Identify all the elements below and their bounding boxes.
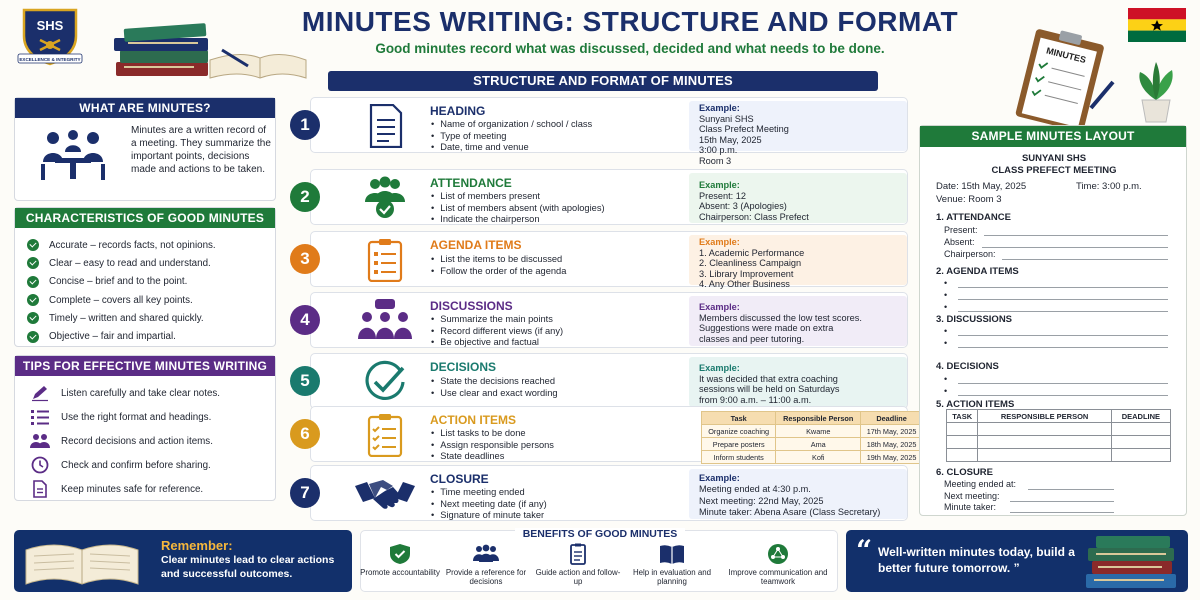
table-cell: 17th May, 2025 (861, 425, 923, 438)
step-action-items (290, 406, 917, 462)
example-label: Example: (699, 237, 740, 247)
ghana-flag-icon (1128, 8, 1186, 42)
logo-motto: EXCELLENCE & INTEGRITY (19, 57, 81, 62)
table-cell: 18th May, 2025 (861, 438, 923, 451)
group-check-icon (353, 176, 417, 220)
plant-icon (1130, 60, 1182, 125)
example-line: 1. Academic Performance (699, 247, 805, 258)
page-title: MINUTES WRITING: STRUCTURE AND FORMAT (301, 6, 959, 37)
table-cell: Inform students (702, 451, 776, 464)
step-title: ACTION ITEMS (430, 413, 516, 427)
benefit-item (441, 543, 531, 587)
step-bullets (441, 487, 701, 522)
clipboard-check-icon (353, 413, 417, 457)
characteristic-text: Clear – easy to read and understand. (49, 257, 211, 269)
step-example (689, 235, 907, 290)
table-cell: Ama (776, 438, 861, 451)
benefit-item (627, 543, 717, 587)
bullet: • State deadlines (441, 451, 701, 463)
people-icon (29, 432, 51, 450)
remember-box (14, 530, 352, 592)
tip-item (29, 477, 274, 501)
sample-agenda-heading: 2. AGENDA ITEMS (936, 266, 1019, 277)
benefit-item (533, 543, 623, 587)
check-icon (27, 312, 39, 324)
check-icon (27, 276, 39, 288)
sample-bullet: • (944, 386, 948, 396)
step-card (310, 292, 908, 348)
bullet: • Be objective and factual (441, 337, 701, 349)
benefits-title: BENEFITS OF GOOD MINUTES (515, 528, 686, 540)
benefit-text: Improve communication and teamwork (728, 568, 828, 587)
tip-text: Use the right format and headings. (61, 411, 212, 423)
characteristic-item (27, 309, 272, 327)
bullet: • Summarize the main points (441, 314, 701, 326)
tip-text: Check and confirm before sharing. (61, 459, 211, 471)
table-row (702, 438, 923, 451)
characteristics-box (14, 207, 276, 347)
bullet: • Type of meeting (441, 131, 701, 143)
example-line: Minute taker: Abena Asare (Class Secretary) (699, 507, 881, 518)
meeting-people-icon (37, 128, 109, 183)
quote-close-mark: ” (1013, 561, 1020, 575)
characteristic-text: Accurate – records facts, not opinions. (49, 239, 216, 251)
step-number: 2 (290, 182, 320, 212)
list-icon (29, 408, 51, 426)
remember-text: Clear minutes lead to clear actions and successful outcomes. (161, 554, 335, 580)
step-title: DISCUSSIONS (430, 299, 513, 313)
table-row (947, 423, 1171, 436)
tip-text: Listen carefully and take clear notes. (61, 387, 221, 399)
sample-next: Next meeting: (944, 491, 1000, 501)
tips-title: TIPS FOR EFFECTIVE MINUTES WRITING (15, 356, 275, 376)
step-card (310, 169, 908, 225)
sample-taker: Minute taker: (944, 502, 997, 512)
step-example (689, 173, 907, 223)
step-bullets (441, 119, 701, 154)
tip-text: Record decisions and action items. (61, 435, 213, 447)
characteristic-text: Timely – written and shared quickly. (49, 312, 204, 324)
bullet: • List of members absent (with apologies) (441, 203, 701, 215)
check-icon (27, 239, 39, 251)
example-label: Example: (699, 363, 740, 373)
step-example (689, 469, 907, 519)
sample-action-table (946, 409, 1171, 462)
step-decisions (290, 353, 908, 409)
sample-time: Time: 3:00 p.m. (1076, 181, 1142, 192)
table-row (702, 425, 923, 438)
example-line: 4. Any Other Business (699, 279, 790, 290)
tip-item (29, 429, 274, 453)
tip-item (29, 381, 274, 405)
step-example (689, 101, 907, 166)
example-line: Next meeting: 22nd May, 2025 (699, 495, 824, 506)
bullet: • Time meeting ended (441, 487, 701, 499)
people-icon (473, 543, 499, 565)
sample-date: Date: 15th May, 2025 (936, 181, 1027, 192)
table-header: Deadline (861, 412, 923, 425)
bullet: • List tasks to be done (441, 428, 701, 440)
sample-actions-heading: 5. ACTION ITEMS (936, 399, 1015, 410)
example-line: Room 3 (699, 155, 732, 166)
sample-decisions-heading: 4. DECISIONS (936, 361, 999, 372)
check-icon (27, 331, 39, 343)
table-cell: Kwame (776, 425, 861, 438)
table-cell: Organize coaching (702, 425, 776, 438)
example-label: Example: (699, 473, 740, 483)
table-row (702, 451, 923, 464)
step-bullets (441, 191, 701, 226)
benefit-text: Provide a reference for decisions (445, 568, 527, 587)
tips-box (14, 355, 276, 501)
step-title: CLOSURE (430, 472, 489, 486)
benefit-text: Help in evaluation and planning (632, 568, 712, 587)
tip-item (29, 453, 274, 477)
step-number: 6 (290, 419, 320, 449)
table-header: DEADLINE (1111, 410, 1170, 423)
check-icon (27, 257, 39, 269)
step-bullets (441, 254, 701, 277)
clipboard-label: MINUTES (1045, 45, 1087, 66)
step-example (689, 357, 907, 407)
benefit-item (723, 543, 833, 587)
example-line: Sunyani SHS (699, 113, 754, 124)
step-card (310, 465, 908, 521)
step-bullets (441, 376, 701, 399)
check-circle-icon (353, 360, 417, 404)
benefit-item (355, 543, 445, 577)
sample-attendance-heading: 1. ATTENDANCE (936, 212, 1011, 223)
step-bullets (441, 314, 701, 349)
table-header: Responsible Person (776, 412, 861, 425)
step-title: DECISIONS (430, 360, 497, 374)
sample-venue: Venue: Room 3 (936, 194, 1002, 205)
sample-discussions-heading: 3. DISCUSSIONS (936, 314, 1013, 325)
example-line: 3:00 p.m. (699, 145, 738, 156)
table-row (947, 449, 1171, 462)
book-icon (659, 543, 685, 565)
what-title: WHAT ARE MINUTES? (15, 98, 275, 118)
step-agenda (290, 231, 908, 290)
step-card (310, 406, 917, 462)
sample-school: SUNYANI SHS (1021, 153, 1087, 164)
bullet: • Name of organization / school / class (441, 119, 701, 131)
quote-mark-icon: “ (856, 534, 873, 567)
bullet: • Next meeting date (if any) (441, 499, 701, 511)
example-label: Example: (699, 180, 740, 190)
example-line: Absent: 3 (Apologies) (699, 201, 787, 212)
example-line: Members discussed the low test scores. (699, 312, 862, 323)
remember-title: Remember: (161, 538, 233, 553)
table-header: TASK (947, 410, 978, 423)
benefit-text: Guide action and follow-up (535, 568, 621, 587)
characteristic-text: Objective – fair and impartial. (49, 331, 176, 343)
quote-text (878, 544, 1078, 576)
example-line: 2. Cleanliness Campaign (699, 258, 802, 269)
step-title: HEADING (430, 104, 486, 118)
clipboard-icon (565, 543, 591, 565)
bullet: • Indicate the chairperson (441, 214, 701, 226)
sample-title: SAMPLE MINUTES LAYOUT (920, 126, 1186, 147)
step-heading (290, 97, 908, 166)
books-icon (1080, 534, 1182, 590)
example-line: Present: 12 (699, 190, 746, 201)
characteristic-item (27, 236, 272, 254)
benefits-box (360, 530, 838, 592)
bullet: • Assign responsible persons (441, 440, 701, 452)
step-attendance (290, 169, 908, 225)
clock-icon (29, 456, 51, 474)
table-header: Task (702, 412, 776, 425)
school-logo-icon (16, 6, 84, 66)
benefit-text: Promote accountability (360, 568, 440, 577)
sample-chair: Chairperson: (944, 249, 996, 259)
logo-text: SHS (36, 18, 64, 33)
bullet: • List of members present (441, 191, 701, 203)
step-number: 4 (290, 305, 320, 335)
quote-body: Well-written minutes today, build a better future tomorrow. (878, 545, 1075, 575)
table-cell: 19th May, 2025 (861, 451, 923, 464)
step-example (689, 296, 907, 346)
example-line: Suggestions were made on extra (699, 323, 834, 334)
bullet: • Signature of minute taker (441, 510, 701, 522)
characteristic-item (27, 291, 272, 309)
example-label: Example: (699, 302, 740, 312)
table-cell: Prepare posters (702, 438, 776, 451)
sample-closure-heading: 6. CLOSURE (936, 467, 994, 478)
pen-icon (29, 384, 51, 402)
handshake-icon (353, 472, 417, 516)
table-row (947, 436, 1171, 449)
example-line: It was decided that extra coaching (699, 373, 838, 384)
sample-bullet: • (944, 290, 948, 300)
discussion-icon (353, 299, 417, 343)
structure-banner: STRUCTURE AND FORMAT OF MINUTES (328, 71, 878, 91)
example-label: Example: (699, 103, 740, 113)
sample-minutes-layout (919, 125, 1187, 516)
characteristic-item (27, 273, 272, 291)
sample-bullet: • (944, 278, 948, 288)
example-line: sessions will be held on Saturdays (699, 384, 840, 395)
bullet: • Record different views (if any) (441, 326, 701, 338)
table-cell: Kofi (776, 451, 861, 464)
example-line: Chairperson: Class Prefect (699, 211, 809, 222)
bullet: • Follow the order of the agenda (441, 266, 701, 278)
sample-bullet: • (944, 302, 948, 312)
sample-bullet: • (944, 374, 948, 384)
tip-text: Keep minutes safe for reference. (61, 483, 204, 495)
bullet: • List the items to be discussed (441, 254, 701, 266)
step-title: ATTENDANCE (430, 176, 512, 190)
step-number: 7 (290, 478, 320, 508)
tip-item (29, 405, 274, 429)
characteristic-item (27, 327, 272, 345)
example-line: classes and peer tutoring. (699, 333, 805, 344)
example-line: 3. Library Improvement (699, 268, 794, 279)
step-number: 3 (290, 244, 320, 274)
sample-present: Present: (944, 225, 978, 235)
example-line: Meeting ended at 4:30 p.m. (699, 484, 811, 495)
clipboard-icon (1005, 28, 1120, 133)
sample-ended: Meeting ended at: (944, 479, 1017, 489)
sample-meeting: CLASS PREFECT MEETING (991, 165, 1117, 176)
step-card (310, 97, 908, 166)
step-bullets (441, 428, 701, 463)
sample-bullet: • (944, 326, 948, 336)
what-are-minutes-box (14, 97, 276, 201)
page-subtitle: Good minutes record what was discussed, decided and what needs to be done. (375, 41, 885, 56)
example-line: 15th May, 2025 (699, 134, 762, 145)
open-book-icon (22, 536, 142, 588)
characteristic-item (27, 254, 272, 272)
bullet: • State the decisions reached (441, 376, 701, 388)
example-line: Class Prefect Meeting (699, 124, 789, 135)
step-card (310, 353, 908, 409)
example-line: from 9:00 a.m. – 11:00 a.m. (699, 394, 812, 405)
quote-box (846, 530, 1188, 592)
characteristic-text: Complete – covers all key points. (49, 294, 193, 306)
document-icon (353, 104, 417, 148)
document-icon (29, 480, 51, 498)
action-items-table (701, 411, 923, 464)
characteristics-title: CHARACTERISTICS OF GOOD MINUTES (15, 208, 275, 228)
characteristic-text: Concise – brief and to the point. (49, 276, 188, 288)
step-title: AGENDA ITEMS (430, 238, 522, 252)
step-card (310, 231, 908, 290)
sample-absent: Absent: (944, 237, 975, 247)
check-icon (27, 294, 39, 306)
step-discussions (290, 292, 908, 348)
step-closure (290, 465, 908, 521)
what-description: Minutes are a written record of a meeting. They summarize the important points, decisions made and actions to be taken. (131, 125, 271, 175)
shield-check-icon (387, 543, 413, 565)
step-number: 5 (290, 366, 320, 396)
sample-bullet: • (944, 338, 948, 348)
bullet: • Date, time and venue (441, 142, 701, 154)
network-icon (765, 543, 791, 565)
clipboard-list-icon (353, 238, 417, 282)
bullet: • Use clear and exact wording (441, 388, 701, 400)
step-number: 1 (290, 110, 320, 140)
table-header: RESPONSIBLE PERSON (978, 410, 1111, 423)
